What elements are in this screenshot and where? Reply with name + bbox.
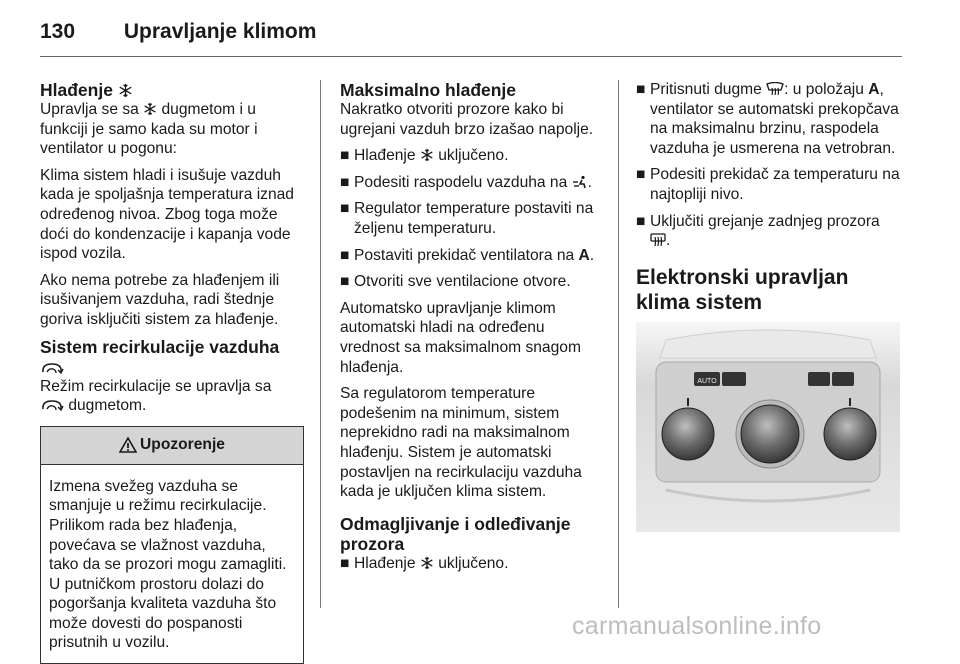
recirculation-text: Režim recirkulacije se upravlja sa dugmetom. <box>40 377 272 415</box>
defog-steps-list <box>636 80 904 251</box>
recirculation-heading: Sistem recirkulacije vazduha <box>40 337 304 377</box>
climate-control-panel-photo <box>636 322 900 532</box>
warning-triangle-icon <box>119 437 137 453</box>
page-number: 130 <box>40 20 76 43</box>
snowflake-icon <box>118 83 133 98</box>
defog-heading: Odmagljivanje i odleđivanje prozora <box>340 513 571 554</box>
page-title: Upravljanje klimom <box>123 20 317 43</box>
snowflake-icon <box>420 556 434 570</box>
rear-window-heat-icon <box>650 233 666 247</box>
column-3 <box>636 80 904 315</box>
windshield-defrost-icon <box>766 82 784 96</box>
list-item: ■ Podesiti prekidač za temperaturu na najtopliji nivo. <box>636 166 900 203</box>
max-cooling-heading: Maksimalno hlađenje <box>340 80 517 100</box>
cooling-heading: Hlađenje <box>40 80 304 100</box>
electronic-climate-heading: Elektronski upravljan klima sistem <box>636 265 849 314</box>
column-2 <box>340 80 608 580</box>
defog-list <box>340 554 608 574</box>
header-divider <box>40 56 902 57</box>
watermark: carmanualsonline.info <box>572 612 822 640</box>
airflow-feet-icon <box>572 175 588 189</box>
warning-text: Izmena svežeg vazduha se smanjuje u režimu recirkulacije. Prilikom rada bez hlađenja, povećava se vlažnost vazduha, tako da se prozori mogu zamagliti. U putničkom prostoru dolazi do pogoršanja kvaliteta vazduha što može dovesti do pospanosti prisutnih u vozilu. <box>49 477 287 652</box>
column-1 <box>40 80 304 664</box>
recirculation-icon <box>40 361 64 375</box>
list-item: ■ Uključiti grejanje zadnjeg prozora . <box>636 212 880 250</box>
list-item: ■ Hlađenje uključeno. <box>340 554 509 572</box>
list-item: ■ Podesiti raspodelu vazduha na . <box>340 173 592 191</box>
cooling-text-3: Ako nema potrebe za hlađenjem ili isušivanjem vazduha, radi štednje goriva isključiti sistem za hlađenje. <box>40 271 280 328</box>
max-cooling-list <box>340 146 608 292</box>
column-divider-1 <box>320 80 321 608</box>
warning-box <box>40 426 304 664</box>
cooling-text-1: Upravlja se sa dugmetom i u funkciji je samo kada su motor i ventilator u pogonu: <box>40 101 258 158</box>
auto-button-label: AUTO <box>697 378 717 385</box>
list-item: ■ Postaviti prekidač ventilatora na A. <box>340 246 595 264</box>
warning-header <box>41 427 303 465</box>
column-divider-2 <box>618 80 619 608</box>
max-cooling-text-1: Automatsko upravljanje klimom automatski hladi na određenu vrednost sa maksimalnom snagom hlađenja. <box>340 299 581 376</box>
recirculation-icon <box>40 398 64 412</box>
snowflake-icon <box>143 102 157 116</box>
cooling-text-2: Klima sistem hladi i isušuje vazduh kada je spoljašnja temperatura iznad određenog nivoa. Zbog toga može doći do kondenzacije i kapanja vode ispod vozila. <box>40 166 294 263</box>
max-cooling-intro: Nakratko otvoriti prozore kako bi ugrejani vazduh brzo izašao napolje. <box>340 101 594 138</box>
list-item: ■ Regulator temperature postaviti na željenu temperaturu. <box>340 200 594 237</box>
page-header <box>40 20 316 44</box>
list-item: ■ Hlađenje uključeno. <box>340 147 509 165</box>
max-cooling-text-2: Sa regulatorom temperature podešenim na minimum, sistem neprekidno radi na maksimalnom hlađenju. Sistem je automatski postavljen na recirkulaciju vazduha kada je uključen klima sistem. <box>340 385 582 501</box>
list-item: ■ Otvoriti sve ventilacione otvore. <box>340 273 571 291</box>
warning-title: Upozorenje <box>140 436 225 454</box>
list-item: ■ Pritisnuti dugme : u položaju A, ventilator se automatski prekopčava na maksimalnu brzinu, raspodela vazduha je usmerena na vetrobran. <box>636 81 899 157</box>
snowflake-icon <box>420 148 434 162</box>
